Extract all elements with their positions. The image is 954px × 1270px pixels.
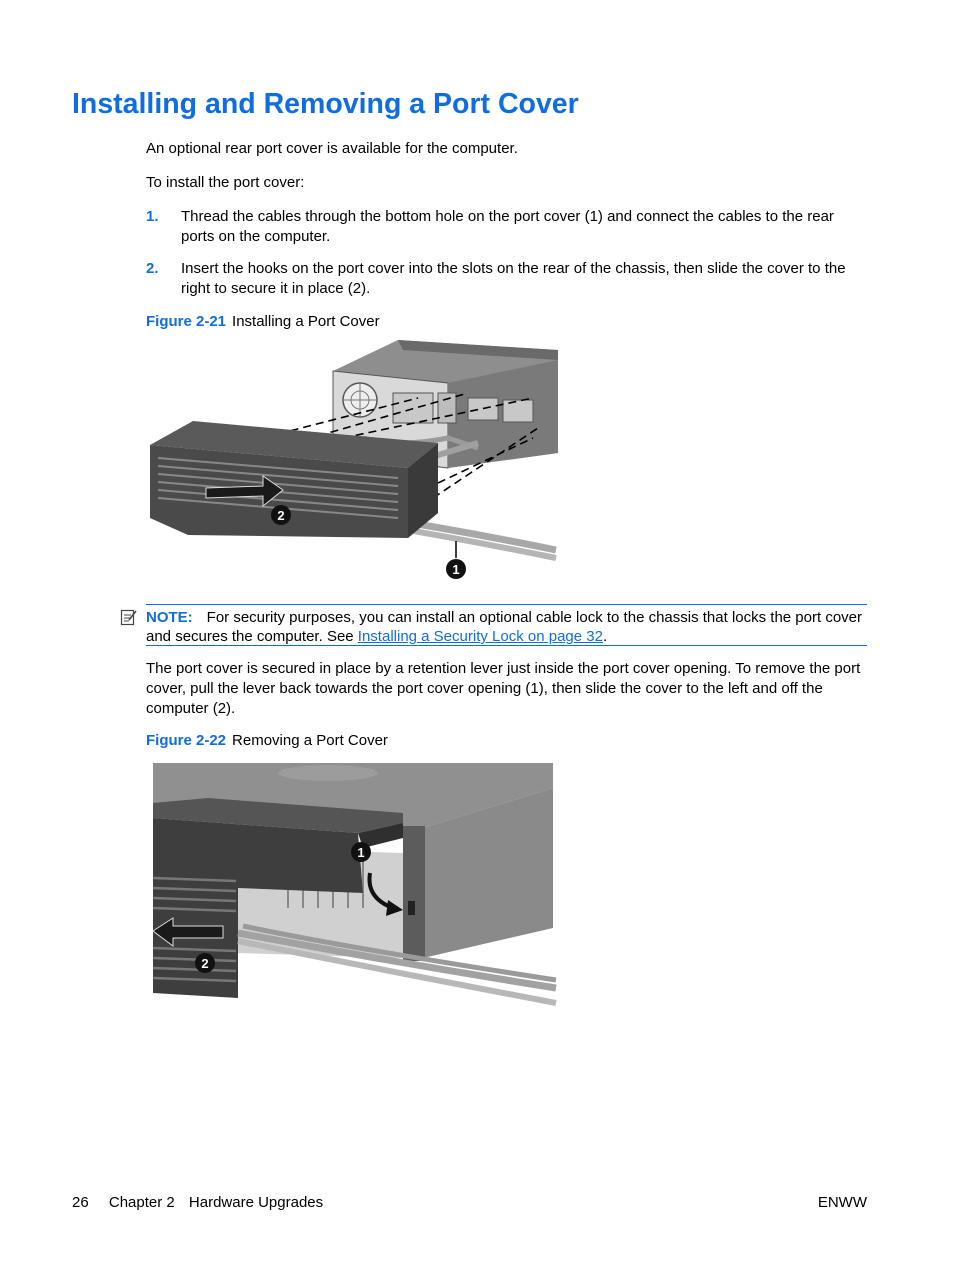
note-icon — [120, 609, 138, 627]
step-number: 2. — [146, 260, 159, 277]
footer-right: ENWW — [817, 1194, 867, 1211]
callout-1: 1 — [452, 562, 460, 577]
removal-paragraph: The port cover is secured in place by a retention lever just inside the port cover opening. To remove the port cover, pull the lever back towards the port cover opening (1), then slide the cover to the left and off the computer (2). — [146, 660, 861, 717]
figure-number: Figure 2-21 — [146, 313, 227, 330]
page-title: Installing and Removing a Port Cover — [72, 88, 579, 120]
footer-chapter: Chapter 2 — [108, 1194, 175, 1211]
figure-number: Figure 2-22 — [146, 732, 227, 749]
figure-title: Removing a Port Cover — [232, 732, 388, 749]
note-body: For security purposes, you can install an optional cable lock to the chassis that locks the port cover and secures the computer. See — [146, 609, 863, 645]
figure-removing-port-cover — [148, 758, 560, 1028]
intro-paragraph: An optional rear port cover is available for the computer. — [146, 140, 518, 157]
step-text: Insert the hooks on the port cover into the slots on the rear of the chassis, then slide the cover to the right to secure it in place (2). — [181, 260, 846, 297]
step-number: 1. — [146, 208, 159, 225]
figure-caption-1 — [146, 312, 380, 332]
footer-left — [72, 1193, 323, 1213]
list-item — [146, 259, 868, 299]
page-number: 26 — [72, 1194, 89, 1211]
step-text: Thread the cables through the bottom hole on the port cover (1) and connect the cables to the rear ports on the computer. — [181, 208, 834, 245]
install-illustration — [148, 338, 560, 588]
note-box — [146, 604, 867, 646]
security-lock-link[interactable]: Installing a Security Lock on page 32 — [357, 628, 603, 645]
install-lead: To install the port cover: — [146, 174, 305, 191]
remove-illustration — [148, 758, 560, 1028]
list-item — [146, 207, 868, 247]
callout-2: 2 — [277, 508, 285, 523]
callout-1: 1 — [357, 845, 365, 860]
figure-installing-port-cover — [148, 338, 560, 588]
figure-caption-2 — [146, 731, 388, 751]
figure-title: Installing a Port Cover — [232, 313, 380, 330]
note-label: NOTE: — [146, 609, 193, 626]
note-text — [146, 608, 867, 646]
note-end: . — [602, 628, 608, 645]
footer-section: Hardware Upgrades — [188, 1194, 324, 1211]
callout-2: 2 — [201, 956, 209, 971]
